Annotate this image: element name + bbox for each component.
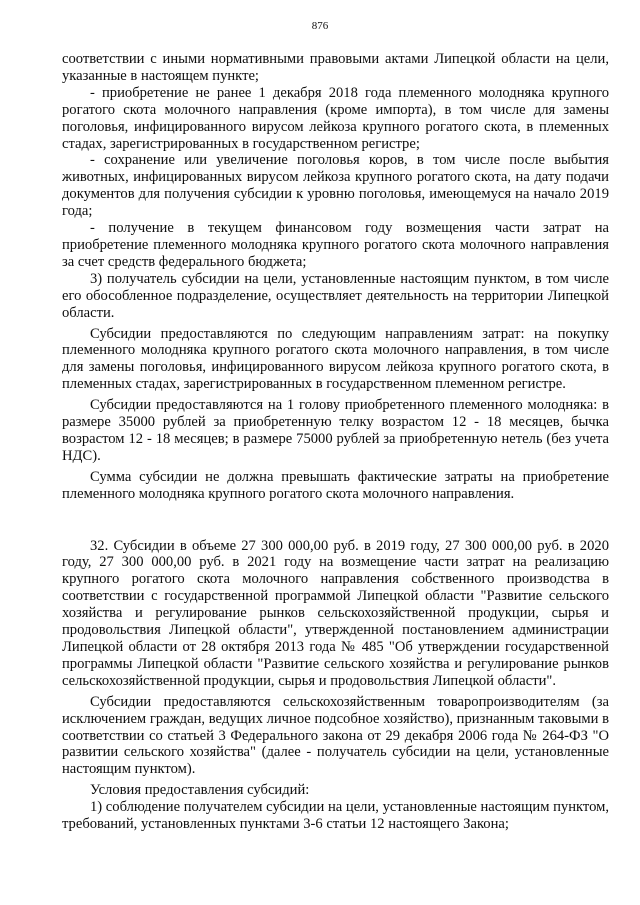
- document-body: [62, 51, 609, 833]
- paragraph-item-livestock: - сохранение или увеличение поголовья коров, в том числе после выбытия животных, инфицированных вирусом лейкоза крупного рогатого скота, на дату подачи документов для получения субсидии к уровню поголовья, имеющемуся на начало 2019 года;: [62, 152, 609, 220]
- paragraph-recipients: Субсидии предоставляются сельскохозяйственным товаропроизводителям (за исключением граждан, ведущих личное подсобное хозяйство), признанным таковыми в соответствии со статьей 3 Федерального закона от 29 декабря 2006 года № 264-ФЗ "О развитии сельского хозяйства" (далее - получатель субсидии на цели, установленные настоящим пунктом).: [62, 693, 609, 778]
- paragraph-conditions-heading: Условия предоставления субсидий:: [90, 782, 310, 799]
- paragraph-section-32: 32. Субсидии в объеме 27 300 000,00 руб. в 2019 году, 27 300 000,00 руб. в 2020 году, 27 300 000,00 руб. в 2021 году на возмещение части затрат на реализацию крупного рогатого скота молочного направления собственного производства в соответствии с государственной программой Липецкой области "Развитие сельского хозяйства и регулирование рынков сельскохозяйственной продукции, сырья и продовольствия Липецкой области", утвержденной постановлением администрации Липецкой области от 28 октября 2013 года № 485 "Об утверждении государственной программы Липецкой области "Развитие сельского хозяйства и регулирование рынков сельскохозяйственной продукции, сырья и продовольствия Липецкой области".: [62, 537, 609, 689]
- paragraph-item-federal-funds: - получение в текущем финансовом году возмещения части затрат на приобретение племенного молодняка крупного рогатого скота молочного направления за счет средств федерального бюджета;: [62, 220, 609, 270]
- paragraph-item-purchase: - приобретение не ранее 1 декабря 2018 года племенного молодняка крупного рогатого скота молочного направления (кроме импорта), в том числе для замены поголовья, инфицированного вирусом лейкоза крупного рогатого скота, в племенных стадах, зарегистрированных в государственном регистре;: [62, 84, 609, 152]
- paragraph-subsidy-limit: Сумма субсидии не должна превышать фактические затраты на приобретение племенного молодняка крупного рогатого скота молочного направления.: [62, 468, 609, 502]
- page-number: 876: [311, 20, 329, 32]
- paragraph-continuation: соответствии с иными нормативными правовыми актами Липецкой области на цели, указанные в настоящем пункте;: [62, 51, 609, 84]
- paragraph-condition-1: 1) соблюдение получателем субсидии на цели, установленные настоящим пунктом, требований, установленных пунктами 3-6 статьи 12 настоящего Закона;: [62, 799, 610, 833]
- paragraph-condition-3: 3) получатель субсидии на цели, установленные настоящим пунктом, в том числе его обособленное подразделение, осуществляет деятельность на территории Липецкой области.: [62, 270, 609, 321]
- paragraph-cost-directions: Субсидии предоставляются по следующим направлениям затрат: на покупку племенного молодняка крупного рогатого скота молочного направления, в том числе для замены поголовья, инфицированного вирусом лейкоза крупного рогатого скота, в племенных стадах, зарегистрированных в государственном племенном регистре.: [62, 325, 609, 393]
- paragraph-subsidy-rates: Субсидии предоставляются на 1 голову приобретенного племенного молодняка: в размере 35000 рублей за приобретенную телку возрастом 12 - 18 месяцев, бычка возрастом 12 - 18 месяцев; в размере 75000 рублей за приобретенную нетель (без учета НДС).: [62, 397, 609, 464]
